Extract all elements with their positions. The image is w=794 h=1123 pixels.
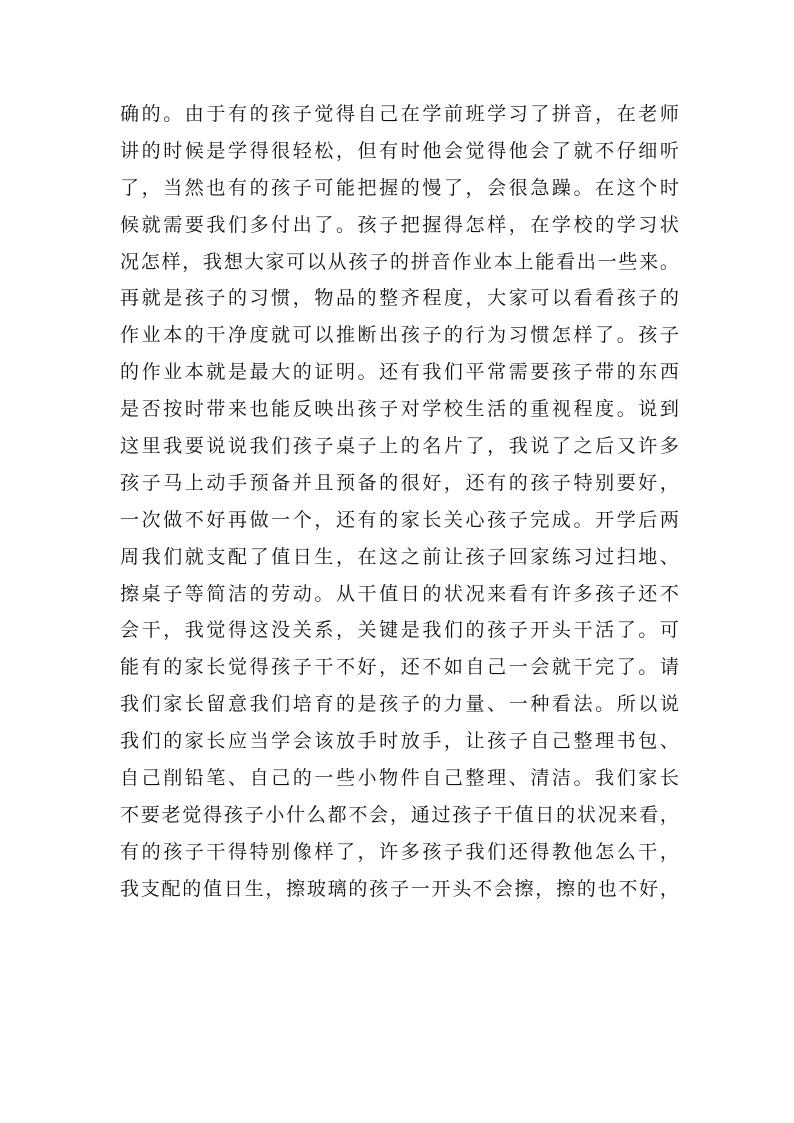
text-line-5: 况怎样，我想大家可以从孩子的拼音作业本上能看出一些来。 (120, 250, 680, 273)
text-line-2: 讲的时候是学得很轻松，但有时他会觉得他会了就不仔细听 (120, 139, 680, 162)
text-line-3: 了，当然也有的孩子可能把握的慢了，会很急躁。在这个时 (120, 176, 680, 199)
text-line-21: 有的孩子干得特别像样了，许多孩子我们还得教他怎么干， (120, 840, 680, 863)
text-line-18: 我们的家长应当学会该放手时放手，让孩子自己整理书包、 (120, 730, 680, 753)
text-line-14: 擦桌子等简洁的劳动。从干值日的状况来看有许多孩子还不 (120, 582, 680, 605)
text-line-11: 孩子马上动手预备并且预备的很好，还有的孩子特别要好， (120, 471, 680, 494)
text-line-20: 不要老觉得孩子小什么都不会，通过孩子干值日的状况来看， (120, 803, 680, 826)
text-line-9: 是否按时带来也能反映出孩子对学校生活的重视程度。说到 (120, 398, 680, 421)
text-line-15: 会干，我觉得这没关系，关键是我们的孩子开头干活了。可 (120, 619, 680, 642)
body-text (120, 96, 680, 908)
text-line-7: 作业本的干净度就可以推断出孩子的行为习惯怎样了。孩子 (120, 324, 680, 347)
text-line-19: 自己削铅笔、自己的一些小物件自己整理、清洁。我们家长 (120, 767, 680, 790)
text-line-12: 一次做不好再做一个，还有的家长关心孩子完成。开学后两 (120, 508, 680, 531)
text-line-22: 我支配的值日生，擦玻璃的孩子一开头不会擦，擦的也不好， (120, 877, 680, 900)
text-line-8: 的作业本就是最大的证明。还有我们平常需要孩子带的东西 (120, 361, 680, 384)
text-line-17: 我们家长留意我们培育的是孩子的力量、一种看法。所以说 (120, 693, 680, 716)
text-line-10: 这里我要说说我们孩子桌子上的名片了，我说了之后又许多 (120, 435, 680, 458)
text-line-13: 周我们就支配了值日生，在这之前让孩子回家练习过扫地、 (120, 545, 680, 568)
text-line-16: 能有的家长觉得孩子干不好，还不如自己一会就干完了。请 (120, 656, 680, 679)
text-line-1: 确的。由于有的孩子觉得自己在学前班学习了拼音，在老师 (120, 103, 680, 125)
text-line-4: 候就需要我们多付出了。孩子把握得怎样，在学校的学习状 (120, 213, 680, 236)
text-line-6: 再就是孩子的习惯，物品的整齐程度，大家可以看看孩子的 (120, 287, 680, 310)
